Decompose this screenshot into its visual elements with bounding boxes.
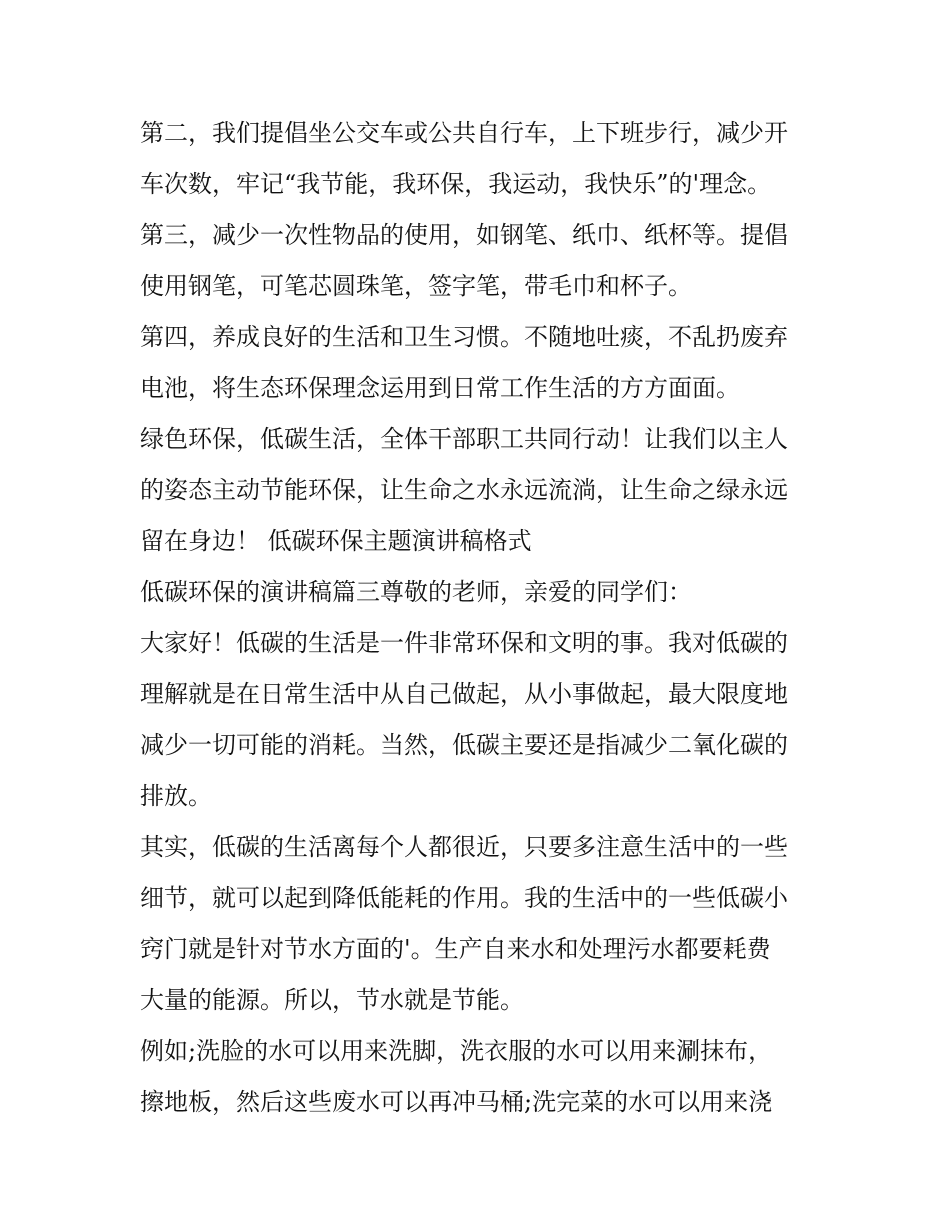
text-line: 其实，低碳的生活离每个人都很近，只要多注意生活中的一些 <box>140 833 788 861</box>
text-line: 留在身边！ 低碳环保主题演讲稿格式 <box>140 527 532 555</box>
document-body <box>140 108 820 1128</box>
text-line: 电池，将生态环保理念运用到日常工作生活的方方面面。 <box>140 374 740 402</box>
text-line: 第四，养成良好的生活和卫生习惯。不随地吐痰，不乱扔废弃 <box>140 323 788 351</box>
text-line: 擦地板，然后这些废水可以再冲马桶;洗完菜的水可以用来浇 <box>140 1088 773 1116</box>
text-line: 例如;洗脸的水可以用来洗脚，洗衣服的水可以用来涮抹布， <box>140 1037 773 1065</box>
text-line: 细节，就可以起到降低能耗的作用。我的生活中的一些低碳小 <box>140 884 788 912</box>
text-line: 大量的能源。所以，节水就是节能。 <box>140 986 524 1014</box>
text-line: 使用钢笔，可笔芯圆珠笔，签字笔，带毛巾和杯子。 <box>140 272 692 300</box>
text-line: 大家好！低碳的生活是一件非常环保和文明的事。我对低碳的 <box>140 629 788 657</box>
text-line: 理解就是在日常生活中从自己做起，从小事做起，最大限度地 <box>140 680 788 708</box>
text-line: 第三，减少一次性物品的使用，如钢笔、纸巾、纸杯等。提倡 <box>140 221 788 249</box>
text-line: 低碳环保的演讲稿篇三尊敬的老师，亲爱的同学们： <box>140 578 692 606</box>
text-line: 减少一切可能的消耗。当然，低碳主要还是指减少二氧化碳的 <box>140 731 788 759</box>
text-line: 的姿态主动节能环保，让生命之水永远流淌，让生命之绿永远 <box>140 476 788 504</box>
text-line: 第二，我们提倡坐公交车或公共自行车，上下班步行，减少开 <box>140 119 788 147</box>
text-line: 窍门就是针对节水方面的'。生产自来水和处理污水都要耗费 <box>140 935 771 963</box>
text-line: 车次数，牢记“我节能，我环保，我运动，我快乐”的'理念。 <box>140 170 772 198</box>
text-line: 绿色环保，低碳生活，全体干部职工共同行动！让我们以主人 <box>140 425 788 453</box>
text-line: 排放。 <box>140 782 212 810</box>
